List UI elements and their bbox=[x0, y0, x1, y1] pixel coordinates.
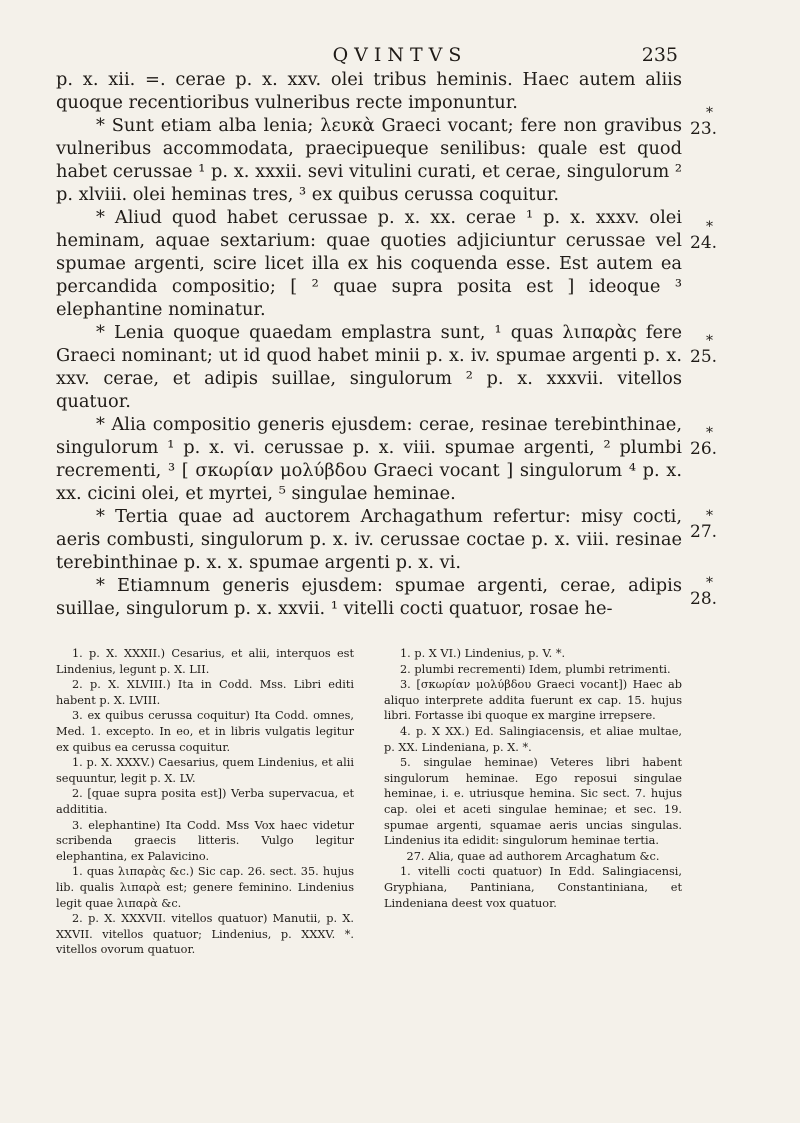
main-paragraph: p. x. xii. =. cerae p. x. xxv. olei tribus heminis. Haec autem aliis quoque recentioribus vulneribus recte imponuntur. bbox=[56, 69, 682, 113]
footnote: 5. singulae heminae) Veteres libri habent singulorum heminae. Ego reposui singulae heminae, i. e. utriusque hemina. Sic sect. 7. hujus cap. olei et aceti singulae heminae; et sec. 19. spumae argenti, squamae aeris uncias singulas. Lindenius ita edidit: singulorum heminae tertia. bbox=[384, 756, 682, 848]
footnote: 1. vitelli cocti quatuor) In Edd. Salingiacensi, Gryphiana, Pantiniana, Constantiniana, et Lindeniana deest vox quatuor. bbox=[384, 865, 682, 910]
footnote-section-heading: 27. Alia, quae ad authorem Arcaghatum &c. bbox=[406, 849, 660, 863]
main-paragraph: * Sunt etiam alba lenia; λευκὰ Graeci vocant; fere non gravibus vulneribus accommodata, praecipueque senilibus: quale est quod habet cerussae ¹ p. x. xxxii. sevi vitulini curati, et cerae, singulorum ² p. xlviii. olei heminas tres, ³ ex quibus cerussa coquitur. bbox=[56, 115, 682, 205]
main-paragraph: * Lenia quoque quaedam emplastra sunt, ¹ quas λιπαρὰς fere Graeci nominant; ut id quod habet minii p. x. iv. spumae argenti p. x. xxv. cerae, et adipis suillae, singulorum ² p. x. xxxvii. vitellos quatuor. bbox=[56, 322, 682, 412]
main-paragraph: * Aliud quod habet cerussae p. x. xx. cerae ¹ p. x. xxxv. olei heminam, aquae sextarium: quae quoties adjiciuntur cerussae vel spumae argenti, scire licet illa ex his coquenda esse. Est autem ea percandida compositio; [ ² quae supra posita est ] ideoque ³ elephantine nominatur. bbox=[56, 207, 682, 320]
footnote: 4. p. X XX.) Ed. Salingiacensis, et aliae multae, p. XX. Lindeniana, p. X. *. bbox=[384, 724, 682, 754]
margin-section-number: * 27. bbox=[690, 508, 718, 542]
footnote: 1. p. X VI.) Lindenius, p. V. *. bbox=[400, 647, 566, 660]
margin-section-number: * 23. bbox=[690, 105, 718, 139]
footnote: 3. [σκωρίαν μολύβδου Graeci vocant]) Haec ab aliquo interprete addita fuerunt ex cap. 15. hujus libri. Fortasse ibi quoque ex margine irrepsere. bbox=[384, 678, 682, 723]
footnote: 2. [quae supra posita est]) Verba supervacua, et addititia. bbox=[56, 787, 354, 816]
footnote: 2. p. X. XLVIII.) Ita in Codd. Mss. Libri editi habent p. X. LVIII. bbox=[56, 678, 354, 707]
footnote: 3. elephantine) Ita Codd. Mss Vox haec videtur scribenda graecis litteris. Vulgo legitur elephantina, ex Palavicino. bbox=[56, 818, 354, 863]
footnotes-left-column bbox=[56, 646, 354, 958]
footnotes-right-column bbox=[384, 646, 682, 911]
margin-section-number: * 28. bbox=[690, 575, 718, 609]
running-title: QVINTVS bbox=[332, 44, 468, 66]
margin-section-number: * 24. bbox=[690, 219, 718, 253]
separator-rule bbox=[56, 637, 682, 638]
main-text bbox=[56, 68, 682, 620]
page-number: 235 bbox=[641, 44, 678, 66]
main-paragraph: * Alia compositio generis ejusdem: cerae, resinae terebinthinae, singulorum ¹ p. x. vi. cerussae p. x. viii. spumae argenti, ² plumbi recrementi, ³ [ σκωρίαν μολύβδου Graeci vocant ] singulorum ⁴ p. x. xx. cicini olei, et myrtei, ⁵ singulae heminae. bbox=[56, 414, 682, 504]
footnote: 2. plumbi recrementi) Idem, plumbi retrimenti. bbox=[400, 662, 671, 676]
main-paragraph: * Etiamnum generis ejusdem: spumae argenti, cerae, adipis suillae, singulorum p. x. xxvii. ¹ vitelli cocti quatuor, rosae he- bbox=[56, 575, 682, 619]
main-paragraph: * Tertia quae ad auctorem Archagathum refertur: misy cocti, aeris combusti, singulorum p. x. iv. cerussae coctae p. x. viii. resinae terebinthinae p. x. x. spumae argenti p. x. vi. bbox=[56, 506, 682, 573]
footnote: 3. ex quibus cerussa coquitur) Ita Codd. omnes, Med. 1. excepto. In eo, et in libris vulgatis legitur ex quibus ea cerussa coquitur. bbox=[56, 709, 354, 754]
footnote: 1. p. X. XXXII.) Cesarius, et alii, interquos est Lindenius, legunt p. X. LII. bbox=[56, 647, 354, 676]
footnote: 2. p. X. XXXVII. vitellos quatuor) Manutii, p. X. XXVII. vitellos quatuor; Lindenius, p. XXXV. *. vitellos ovorum quatuor. bbox=[56, 912, 354, 957]
footnote: 1. quas λιπαρὰς &c.) Sic cap. 26. sect. 35. hujus lib. qualis λιπαρὰ est; genere feminino. Lindenius legit quae λιπαρὰ &c. bbox=[56, 865, 354, 910]
footnote: 1. p. X. XXXV.) Caesarius, quem Lindenius, et alii sequuntur, legit p. X. LV. bbox=[56, 756, 354, 785]
margin-section-number: * 25. bbox=[690, 333, 718, 367]
margin-section-number: * 26. bbox=[690, 425, 718, 459]
